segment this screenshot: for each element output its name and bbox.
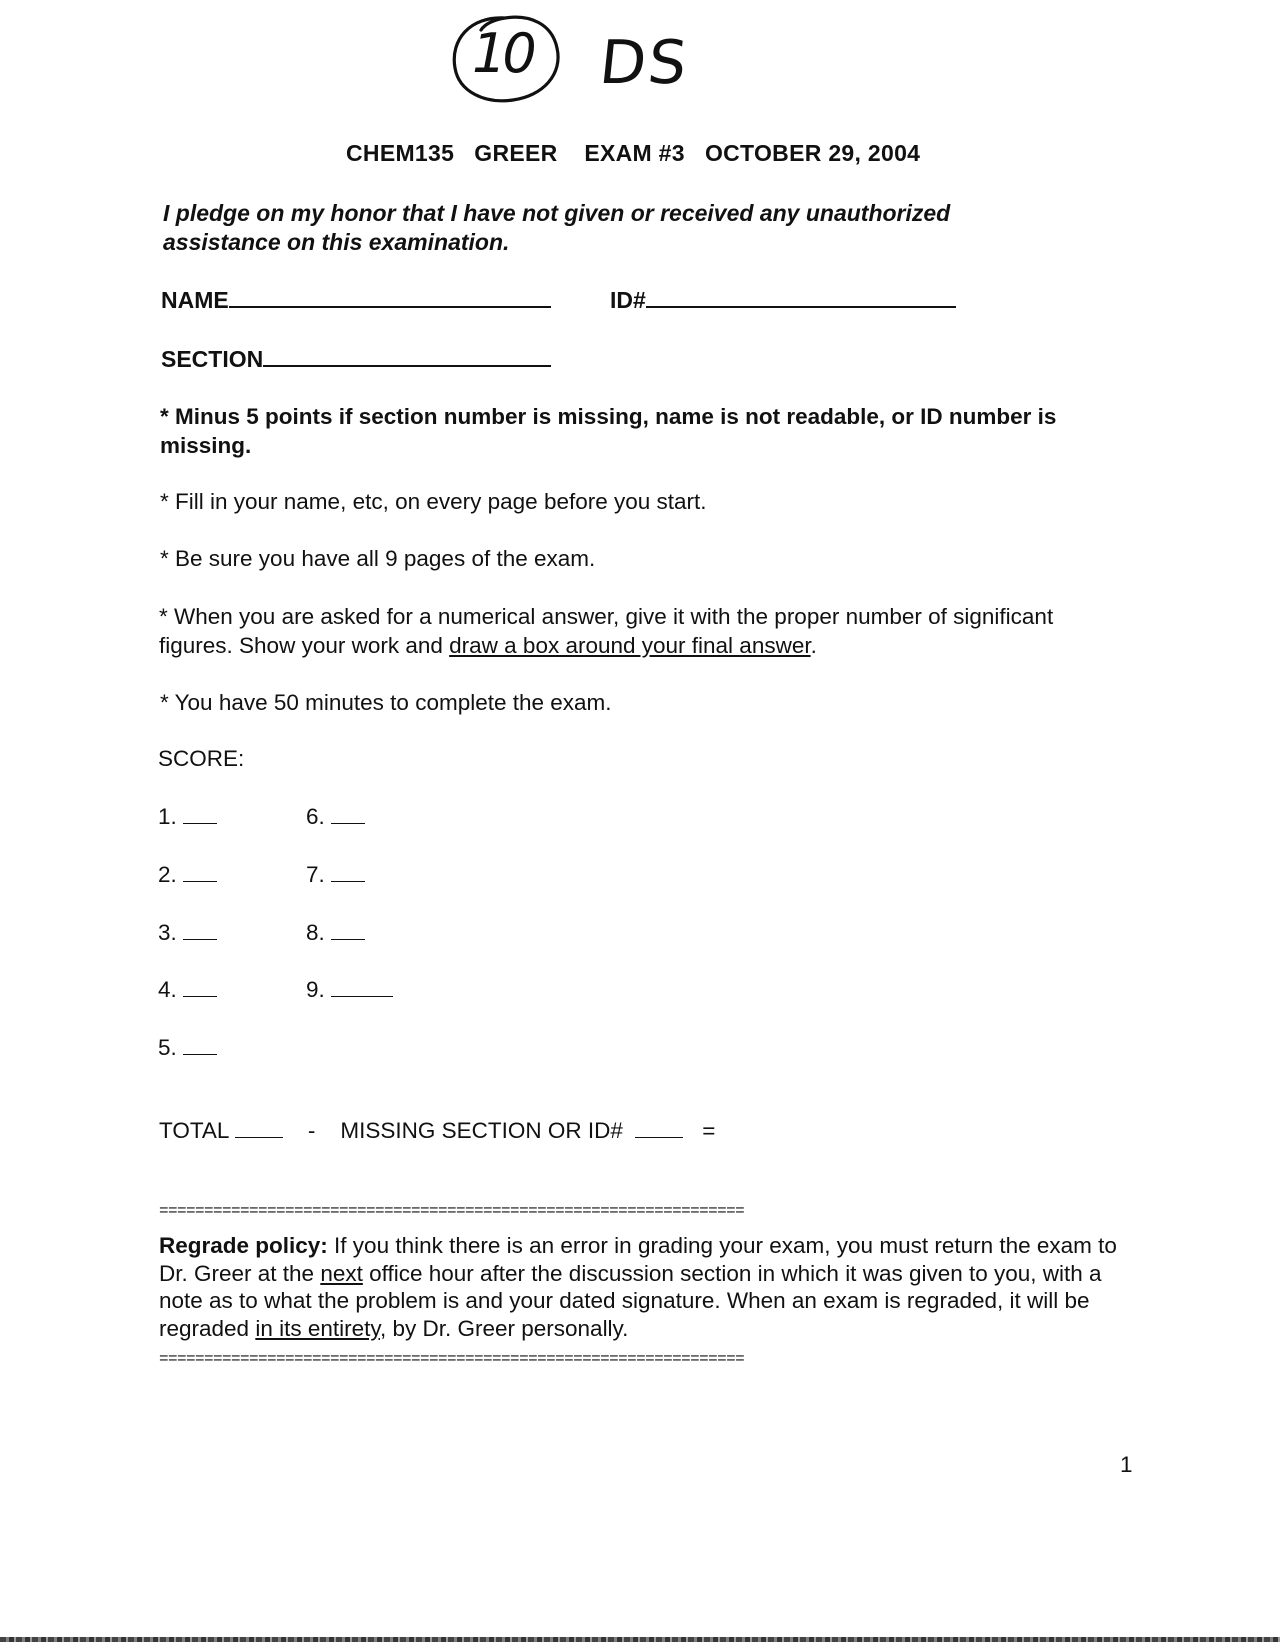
id-field[interactable] xyxy=(610,287,956,314)
score-blank[interactable] xyxy=(183,1038,217,1055)
missing-blank[interactable] xyxy=(635,1121,683,1138)
section-label: SECTION xyxy=(161,346,264,372)
score-item[interactable]: 6. xyxy=(306,804,365,830)
score-item[interactable]: 1. xyxy=(158,804,217,830)
score-item[interactable]: 3. xyxy=(158,920,217,946)
separator-top: ================================================================= xyxy=(159,1202,745,1220)
total-line: TOTAL - MISSING SECTION OR ID# = xyxy=(159,1118,716,1143)
separator-bottom: ================================================================= xyxy=(159,1350,745,1368)
score-blank[interactable] xyxy=(183,923,217,940)
score-label: SCORE: xyxy=(158,746,245,771)
name-label: NAME xyxy=(161,287,229,313)
score-blank[interactable] xyxy=(331,923,365,940)
score-blank[interactable] xyxy=(183,980,217,997)
regrade-policy: Regrade policy: If you think there is an error in grading your exam, you must return the exam to Dr. Greer at the next office hour after the discussion section in which it was given to you, with a note as to what the problem is and your dated signature. When an exam is regraded, it will be regraded in its entirety, by Dr. Greer personally. xyxy=(159,1233,1117,1341)
exam-title xyxy=(346,140,920,167)
name-blank[interactable] xyxy=(229,288,551,308)
scan-edge-artifact xyxy=(0,1637,1280,1642)
score-item[interactable]: 9. xyxy=(306,977,393,1003)
honor-pledge: I pledge on my honor that I have not given or received any unauthorized assistance on this examination. xyxy=(163,200,951,255)
instruction-numerical: * When you are asked for a numerical answer, give it with the proper number of significant figures. Show your work and draw a box around your final answer. xyxy=(159,604,1054,658)
name-field[interactable] xyxy=(161,287,551,314)
score-item[interactable]: 8. xyxy=(306,920,365,946)
handwritten-score: 10 xyxy=(472,22,533,85)
section-blank[interactable] xyxy=(263,347,551,367)
course-code: CHEM135 xyxy=(346,140,455,166)
score-item[interactable]: 5. xyxy=(158,1035,217,1061)
section-field[interactable] xyxy=(161,346,551,373)
score-item[interactable]: 7. xyxy=(306,862,365,888)
score-blank[interactable] xyxy=(183,865,217,882)
penalty-note: * Minus 5 points if section number is missing, name is not readable, or ID number is missing. xyxy=(160,404,1057,458)
instruction-fill: * Fill in your name, etc, on every page before you start. xyxy=(160,489,707,514)
score-blank[interactable] xyxy=(331,980,393,997)
score-blank[interactable] xyxy=(331,807,365,824)
score-blank[interactable] xyxy=(331,865,365,882)
instructor-name: GREER xyxy=(474,140,558,166)
instruction-pages: * Be sure you have all 9 pages of the exam. xyxy=(160,546,596,571)
numerical-emphasis: draw a box around your final answer xyxy=(449,633,811,658)
total-blank[interactable] xyxy=(235,1121,283,1138)
total-label: TOTAL xyxy=(159,1118,229,1143)
score-item[interactable]: 2. xyxy=(158,862,217,888)
score-item[interactable]: 4. xyxy=(158,977,217,1003)
exam-date: OCTOBER 29, 2004 xyxy=(704,140,921,166)
exam-number: EXAM #3 xyxy=(584,140,685,166)
handwritten-initials: DS xyxy=(596,28,692,98)
id-blank[interactable] xyxy=(646,288,956,308)
missing-label: MISSING SECTION OR ID# xyxy=(340,1118,623,1143)
id-label: ID# xyxy=(610,287,646,313)
score-blank[interactable] xyxy=(183,807,217,824)
page-number: 1 xyxy=(1120,1452,1133,1477)
instruction-time: * You have 50 minutes to complete the exam. xyxy=(160,690,612,715)
regrade-label: Regrade policy: xyxy=(159,1233,328,1258)
